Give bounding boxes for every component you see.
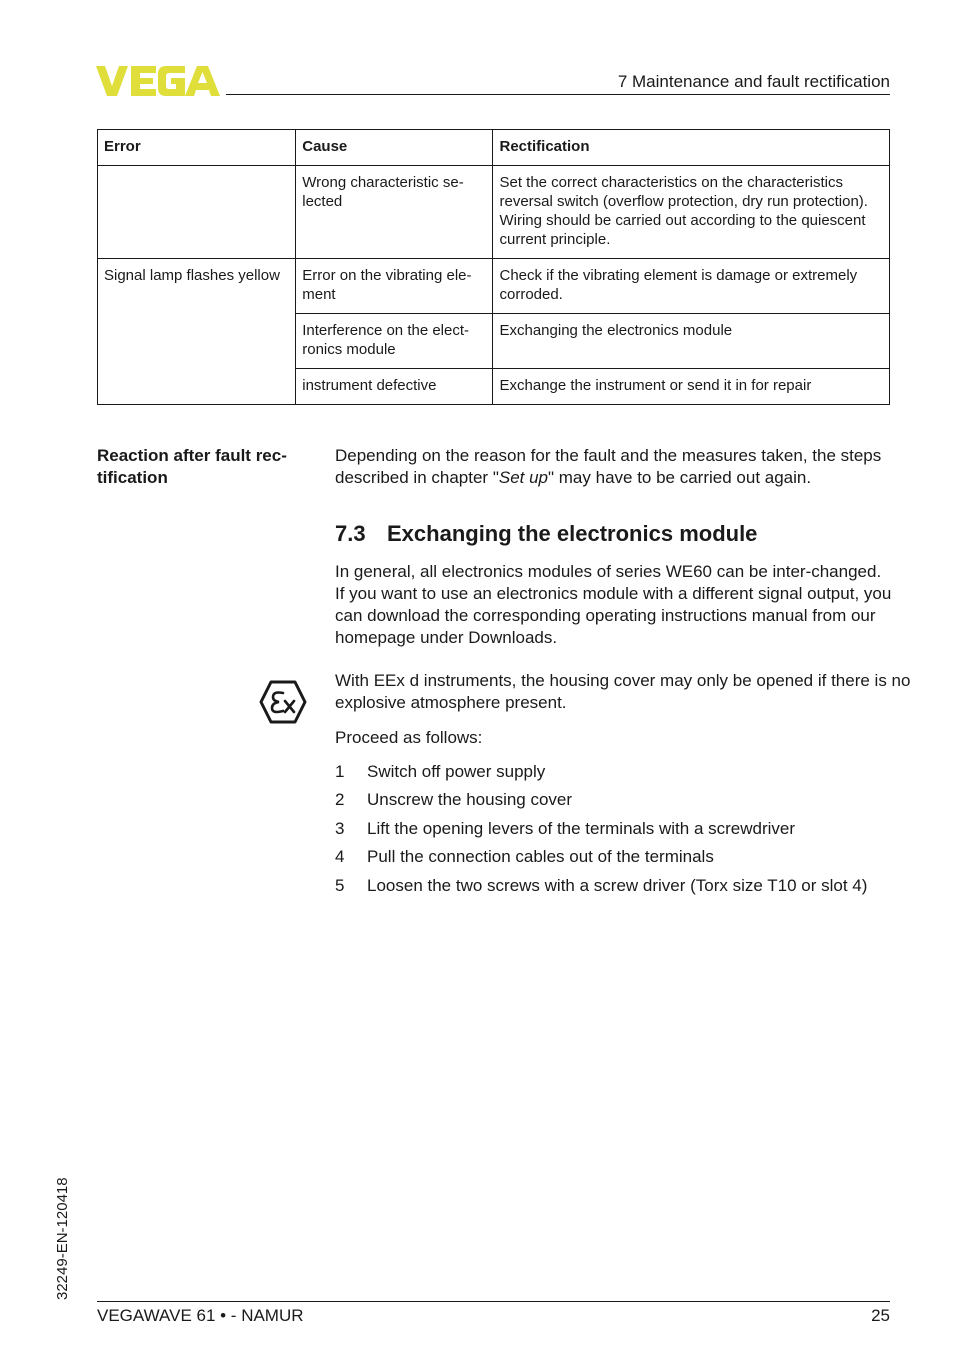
reaction-paragraph: [335, 445, 915, 489]
section-number: 7.3: [335, 521, 366, 546]
steps-list: [335, 761, 867, 903]
chapter-header: 7 Maintenance and fault rectification: [617, 72, 890, 91]
document-number: 32249-EN-120418: [54, 1177, 71, 1300]
list-item: [335, 846, 867, 874]
reaction-text-after: " may have to be carried out again.: [548, 468, 812, 487]
table-row: [98, 166, 890, 259]
cause-cell: Interference on the elect-ronics module: [296, 314, 493, 369]
step-number: 1: [335, 762, 345, 781]
step-number: 2: [335, 790, 345, 810]
step-text: Switch off power supply: [367, 762, 546, 781]
fault-table: [97, 129, 890, 405]
list-item: [335, 818, 867, 846]
list-item: [335, 789, 867, 817]
column-header-rectification: Rectification: [493, 130, 890, 166]
rectification-cell: Check if the vibrating element is damage or extremely corroded.: [493, 259, 890, 314]
cause-cell: Error on the vibrating ele-ment: [296, 259, 493, 314]
explosion-protection-ex-icon: [259, 680, 307, 724]
step-text: Lift the opening levers of the terminals with a screwdriver: [367, 818, 796, 838]
error-cell: Signal lamp flashes yellow: [98, 259, 296, 405]
table-header-row: [98, 130, 890, 166]
reaction-link-text: Set up: [498, 468, 549, 487]
section-title: Exchanging the electronics module: [387, 521, 758, 546]
step-number: 3: [335, 818, 345, 838]
rectification-cell: Exchange the instrument or send it in for repair: [493, 369, 890, 405]
list-item: [335, 761, 867, 789]
page-number: 25: [871, 1306, 890, 1325]
section-heading: [335, 521, 757, 547]
step-text: Loosen the two screws with a screw driver (Torx size T10 or slot 4): [367, 875, 868, 895]
error-cell: [98, 166, 296, 259]
footer-rule: [97, 1301, 890, 1302]
reaction-text-before: Depending on the reason for the fault and the measures taken, the steps described in chapter ": [335, 446, 882, 487]
header-rule: [226, 94, 890, 95]
ex-warning-paragraph: With EEx d instruments, the housing cover may only be opened if there is no explosive atmosphere present.: [335, 671, 911, 712]
rectification-cell: Exchanging the electronics module: [493, 314, 890, 369]
rectification-cell: Set the correct characteristics on the characteristics reversal switch (overflow protection, dry run protection). Wiring should be carried out according to the quiescent current principle.: [493, 166, 890, 259]
list-item: [335, 875, 867, 903]
step-number: 4: [335, 847, 345, 867]
step-number: 5: [335, 875, 345, 895]
column-header-error: Error: [98, 130, 296, 166]
column-header-cause: Cause: [296, 130, 493, 166]
reaction-label: Reaction after fault rec-tification: [97, 446, 287, 487]
table-row: [98, 259, 890, 314]
intro-paragraph: In general, all electronics modules of series WE60 can be inter-changed. If you want to use an electronics module with a different signal output, you can download the corresponding operating instructions manual from our homepage under Downloads.: [335, 562, 892, 647]
vega-logo: [96, 66, 220, 96]
cause-cell: instrument defective: [296, 369, 493, 405]
footer-product: VEGAWAVE 61 • - NAMUR: [97, 1306, 304, 1325]
cause-cell: Wrong characteristic se-lected: [296, 166, 493, 259]
step-text: Unscrew the housing cover: [367, 790, 573, 810]
proceed-text: Proceed as follows:: [335, 728, 483, 747]
step-text: Pull the connection cables out of the terminals: [367, 847, 714, 867]
